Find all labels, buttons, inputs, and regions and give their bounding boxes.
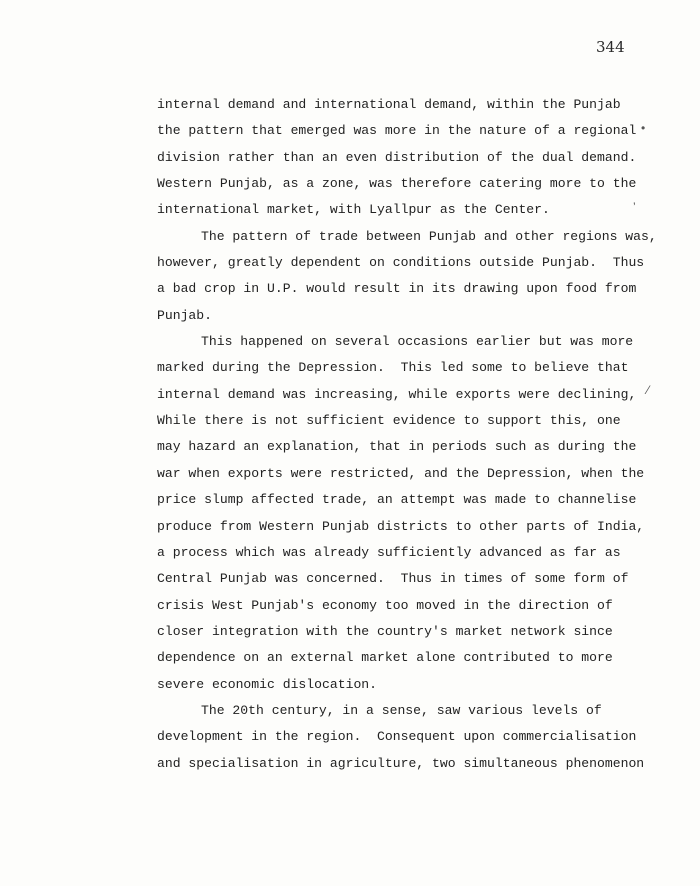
text-line: closer integration with the country's market network since — [157, 623, 613, 639]
page-number: 344 — [596, 38, 625, 56]
body-text — [157, 92, 687, 777]
text-line: crisis West Punjab's economy too moved in the direction of — [157, 597, 613, 613]
text-line: war when exports were restricted, and the Depression, when the — [157, 465, 645, 481]
text-line: produce from Western Punjab districts to other parts of India, — [157, 518, 645, 534]
margin-mark: ’ — [633, 200, 636, 214]
text-line: division rather than an even distribution of the dual demand. — [157, 149, 637, 165]
text-line: dependence on an external market alone contributed to more — [157, 650, 613, 666]
text-line: Central Punjab was concerned. Thus in times of some form of — [157, 571, 629, 587]
paragraph-start-line: The 20th century, in a sense, saw various levels of — [201, 702, 602, 718]
text-line: internal demand was increasing, while exports were declining, — [157, 386, 637, 402]
text-line: Western Punjab, as a zone, was therefore catering more to the — [157, 176, 637, 192]
text-line: and specialisation in agriculture, two simultaneous phenomenon — [157, 755, 645, 771]
text-line: development in the region. Consequent upon commercialisation — [157, 729, 637, 745]
text-line: severe economic dislocation. — [157, 676, 378, 692]
margin-mark: ⁄ — [647, 383, 650, 397]
text-line: marked during the Depression. This led some to believe that — [157, 360, 629, 376]
text-line: may hazard an explanation, that in periods such as during the — [157, 439, 637, 455]
text-line: price slump affected trade, an attempt was made to channelise — [157, 492, 637, 508]
text-line: While there is not sufficient evidence to support this, one — [157, 413, 621, 429]
text-line: the pattern that emerged was more in the nature of a regional — [157, 123, 637, 139]
text-line: a process which was already sufficiently advanced as far as — [157, 544, 621, 560]
text-line: a bad crop in U.P. would result in its drawing upon food from — [157, 281, 637, 297]
text-line: international market, with Lyallpur as the Center. — [157, 202, 550, 218]
paragraph-start-line: This happened on several occasions earlier but was more — [201, 334, 634, 350]
text-line: however, greatly dependent on conditions outside Punjab. Thus — [157, 255, 645, 271]
margin-mark: • — [641, 121, 646, 135]
text-line: internal demand and international demand, within the Punjab — [157, 97, 621, 112]
text-line: Punjab. — [157, 307, 213, 323]
paragraph-start-line: The pattern of trade between Punjab and other regions was, — [201, 228, 657, 244]
